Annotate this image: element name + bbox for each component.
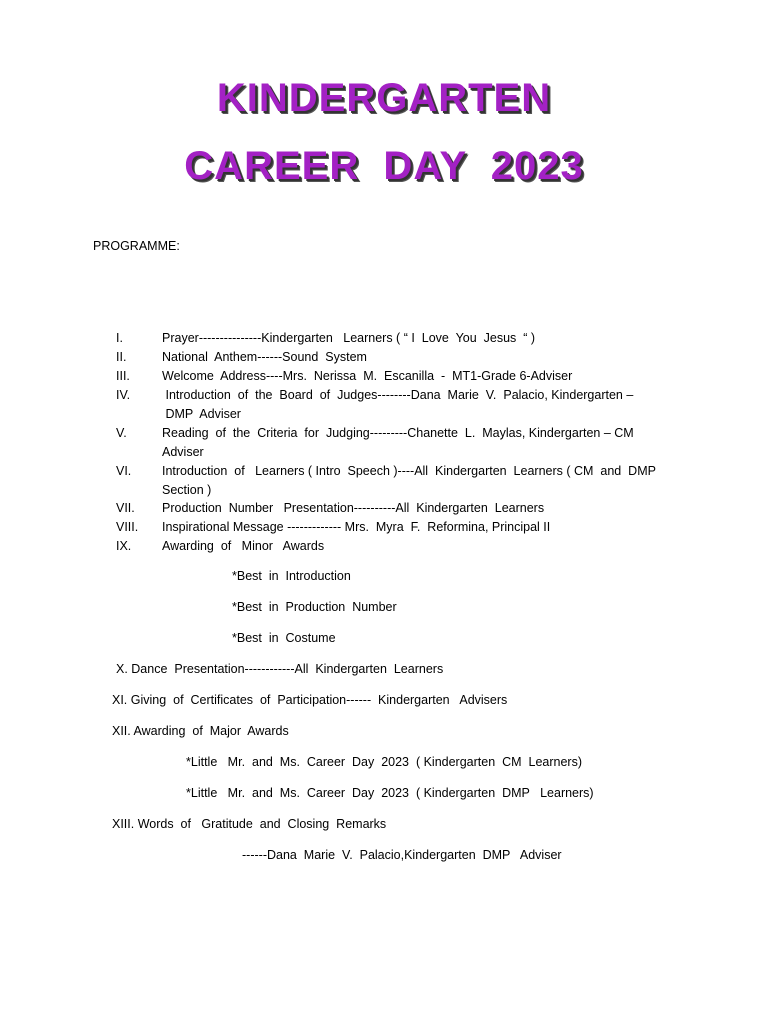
program-item-number: II. xyxy=(116,350,127,364)
program-item-number: IV. xyxy=(116,388,131,402)
program-item-number: I. xyxy=(116,331,123,345)
document-title-line-1: KINDERGARTEN xyxy=(216,76,552,120)
program-item-text: Welcome Address----Mrs. Nerissa M. Escanilla - MT1-Grade 6-Adviser xyxy=(162,369,573,383)
program-item-text: Inspirational Message ------------- Mrs. Myra F. Reformina, Principal II xyxy=(162,520,551,534)
programme-label: PROGRAMME: xyxy=(93,239,180,253)
program-item-number: VIII. xyxy=(116,520,139,534)
program-item-text-continued: Adviser xyxy=(162,445,204,459)
program-item-text-continued: DMP Adviser xyxy=(162,407,241,421)
program-item-text: Awarding of Minor Awards xyxy=(162,539,325,553)
program-item-text: Introduction of Learners ( Intro Speech )----All Kindergarten Learners ( CM and DMP xyxy=(162,464,656,478)
program-item-number: VI. xyxy=(116,464,132,478)
program-item-text: Production Number Presentation----------All Kindergarten Learners xyxy=(162,501,545,515)
minor-award-item: *Best in Costume xyxy=(232,631,336,645)
program-item-text: National Anthem------Sound System xyxy=(162,350,367,364)
program-item-text: Prayer---------------Kindergarten Learners ( “ I Love You Jesus “ ) xyxy=(162,331,536,345)
program-item-xii: XII. Awarding of Major Awards xyxy=(112,724,289,738)
program-item-xi: XI. Giving of Certificates of Participation------ Kindergarten Advisers xyxy=(112,693,508,707)
program-item-xiii: XIII. Words of Gratitude and Closing Remarks xyxy=(112,817,387,831)
program-item-text: Reading of the Criteria for Judging---------Chanette L. Maylas, Kindergarten – CM xyxy=(162,426,634,440)
program-item-number: III. xyxy=(116,369,130,383)
program-item-text-continued: Section ) xyxy=(162,483,212,497)
closing-speaker: ------Dana Marie V. Palacio,Kindergarten DMP Adviser xyxy=(242,848,562,862)
major-award-item: *Little Mr. and Ms. Career Day 2023 ( Kindergarten DMP Learners) xyxy=(186,786,594,800)
minor-award-item: *Best in Production Number xyxy=(232,600,397,614)
major-award-item: *Little Mr. and Ms. Career Day 2023 ( Kindergarten CM Learners) xyxy=(186,755,582,769)
program-item-text: Introduction of the Board of Judges--------Dana Marie V. Palacio, Kindergarten – xyxy=(162,388,634,402)
document-title-line-2: CAREER DAY 2023 xyxy=(184,144,584,188)
program-item-number: VII. xyxy=(116,501,135,515)
program-item-number: V. xyxy=(116,426,127,440)
minor-award-item: *Best in Introduction xyxy=(232,569,351,583)
program-item-number: IX. xyxy=(116,539,132,553)
program-item-x: X. Dance Presentation------------All Kindergarten Learners xyxy=(116,662,444,676)
